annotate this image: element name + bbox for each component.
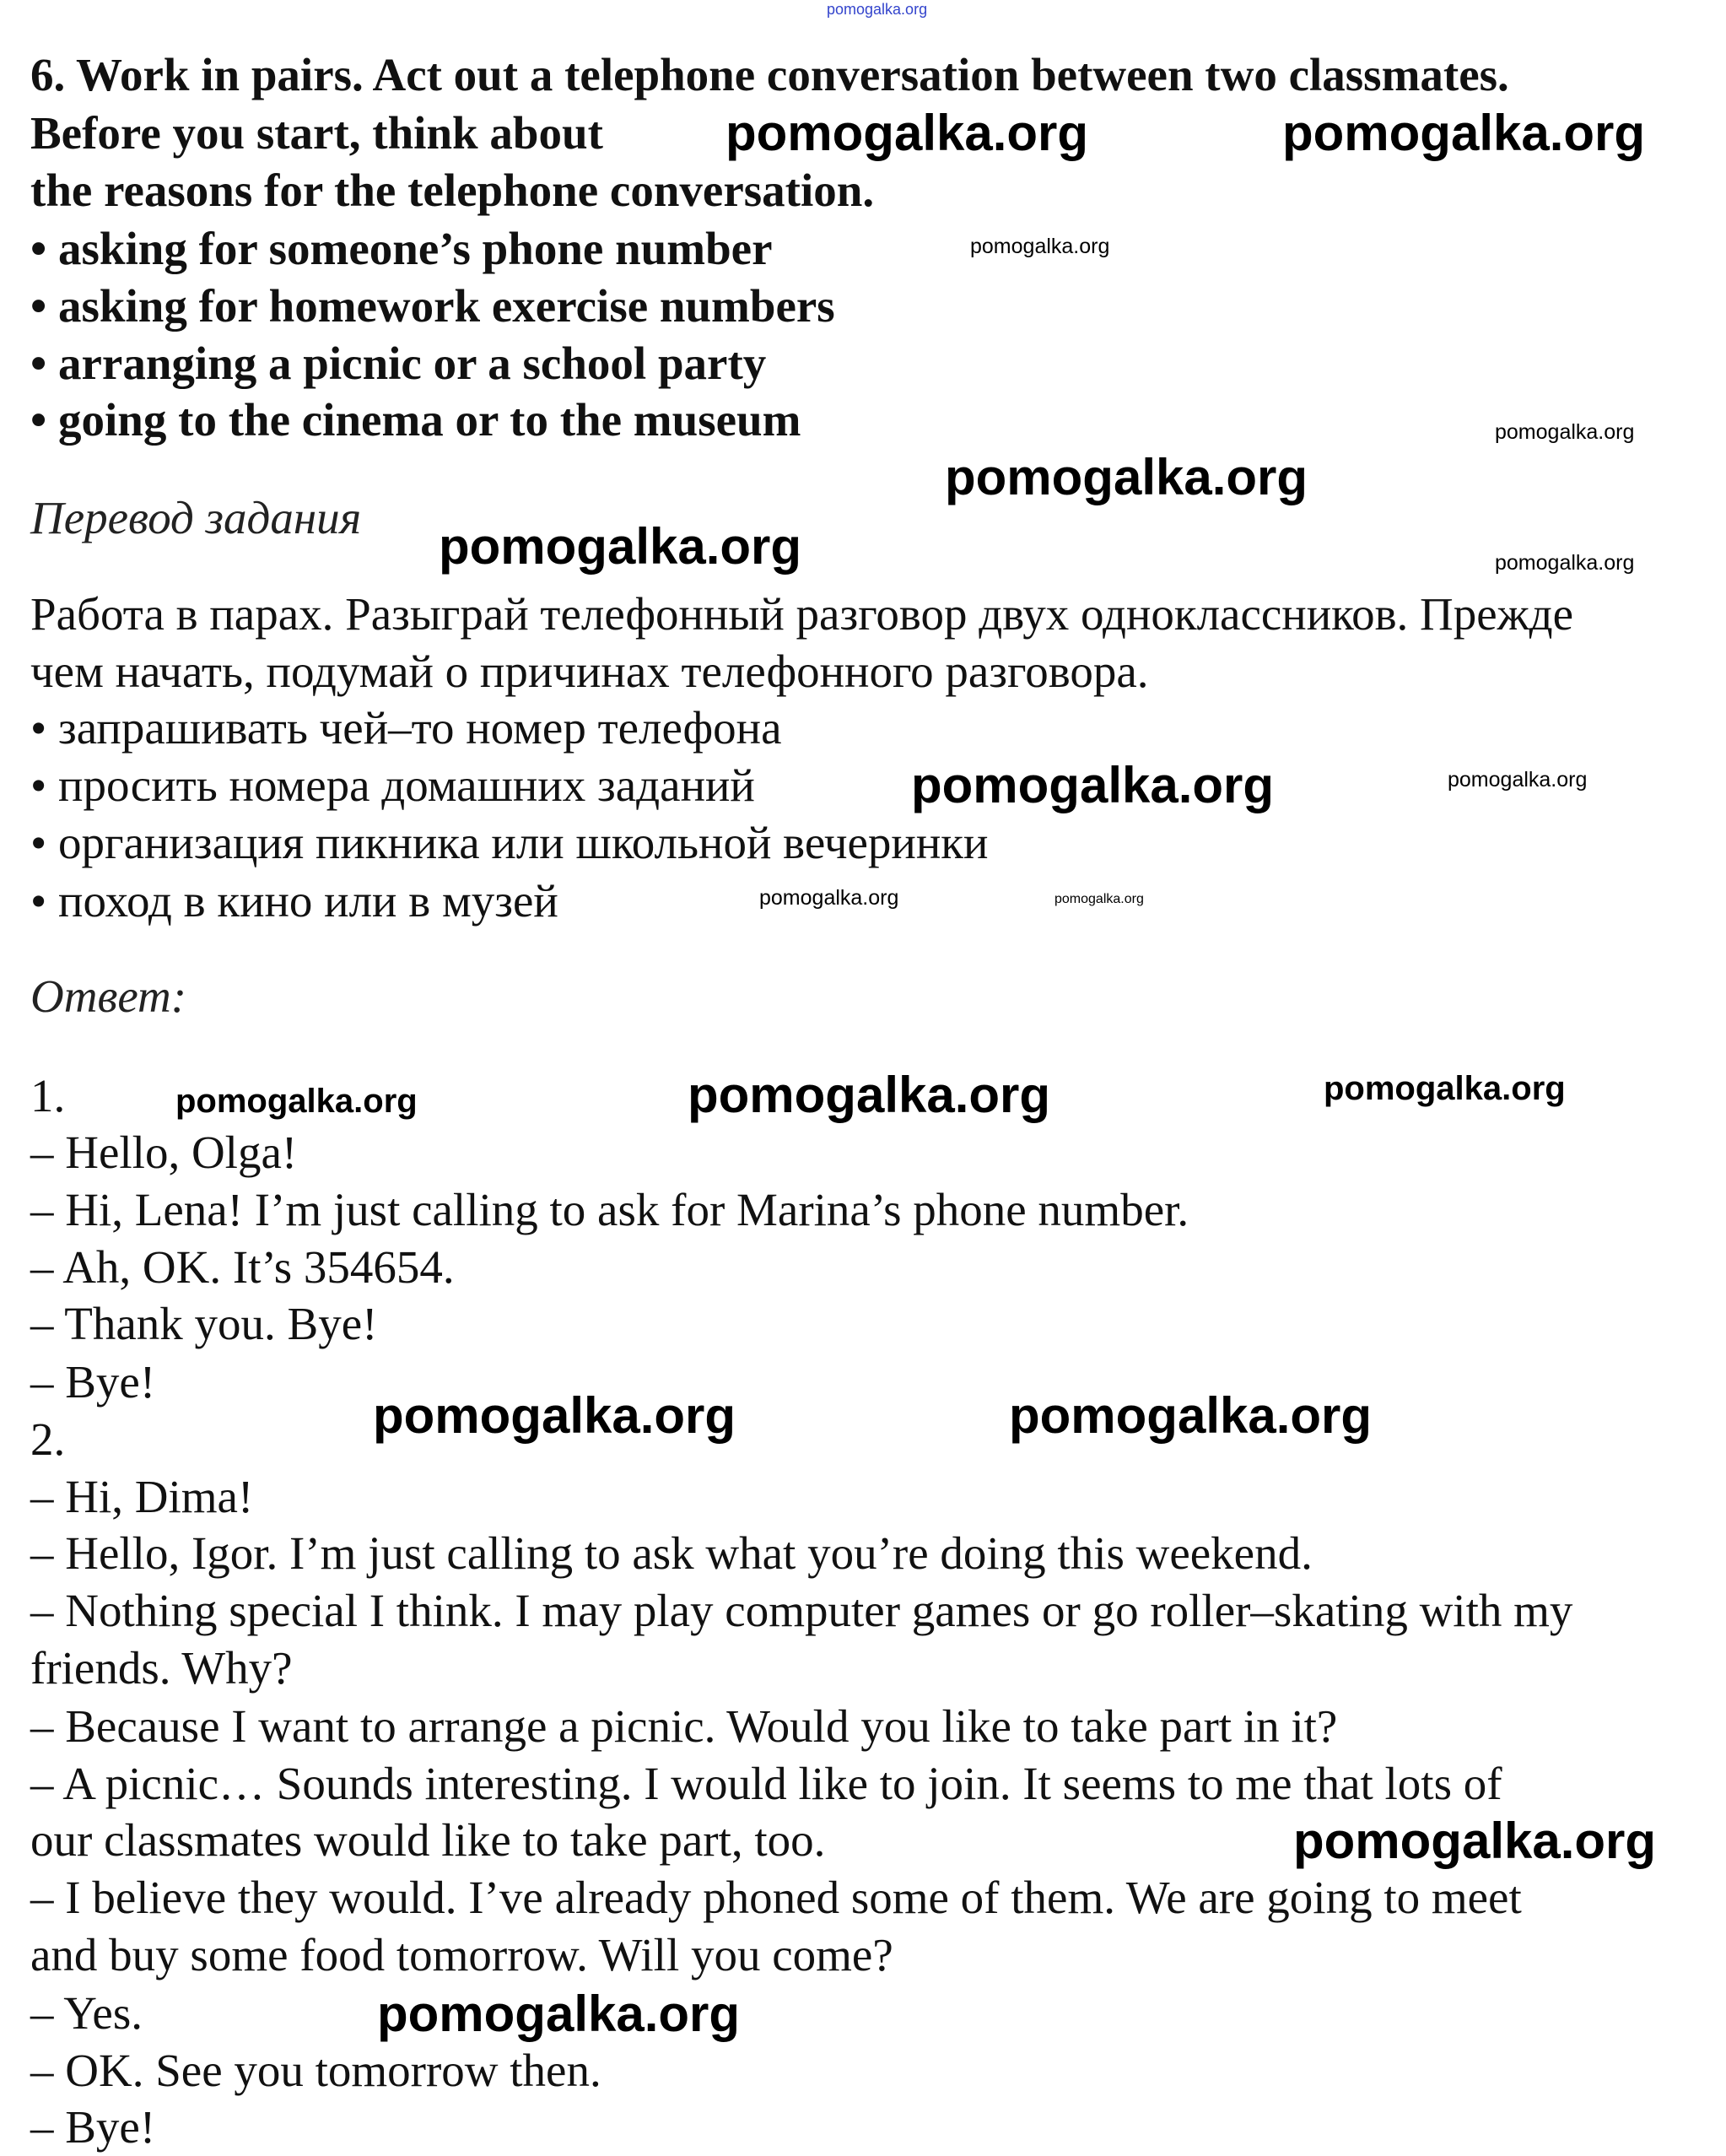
dialogue-line: – Hello, Olga!: [30, 1127, 298, 1178]
task-bullet: • arranging a picnic or a school party: [30, 338, 767, 389]
watermark: pomogalka.org: [1282, 105, 1646, 161]
dialogue-line: – A picnic… Sounds interesting. I would like to join. It seems to me that lots of: [30, 1758, 1502, 1809]
watermark: pomogalka.org: [759, 886, 899, 910]
task-title: 6. Work in pairs. Act out a telephone conversation between two classmates.: [30, 49, 1509, 100]
task-line: the reasons for the telephone conversation.: [30, 165, 875, 216]
translation-heading: Перевод задания: [30, 492, 362, 543]
dialogue-number: 1.: [30, 1070, 66, 1121]
task-bullet: • asking for homework exercise numbers: [30, 280, 835, 332]
watermark: pomogalka.org: [911, 757, 1275, 813]
watermark: pomogalka.org: [1324, 1070, 1566, 1107]
task-line: Before you start, think about: [30, 107, 603, 159]
watermark: pomogalka.org: [688, 1067, 1051, 1123]
watermark: pomogalka.org: [377, 1986, 741, 2042]
dialogue-line: – Bye!: [30, 1356, 156, 1408]
watermark: pomogalka.org: [1293, 1813, 1657, 1869]
watermark: pomogalka.org: [827, 1, 928, 18]
dialogue-line: and buy some food tomorrow. Will you come?: [30, 1929, 893, 1980]
watermark: pomogalka.org: [373, 1387, 736, 1444]
dialogue-line: – Nothing special I think. I may play computer games or go roller–skating with my: [30, 1585, 1573, 1636]
translation-bullet: • поход в кино или в музей: [30, 875, 558, 927]
watermark: pomogalka.org: [970, 235, 1110, 258]
watermark: pomogalka.org: [1054, 892, 1144, 906]
dialogue-line: – Bye!: [30, 2101, 156, 2153]
translation-bullet: • просить номера домашних заданий: [30, 759, 755, 811]
translation-bullet: • запрашивать чей–то номер телефона: [30, 702, 782, 754]
watermark: pomogalka.org: [725, 105, 1089, 161]
dialogue-line: our classmates would like to take part, too.: [30, 1814, 826, 1866]
dialogue-line: – OK. See you tomorrow then.: [30, 2045, 601, 2096]
dialogue-line: – Thank you. Bye!: [30, 1298, 378, 1349]
watermark: pomogalka.org: [439, 518, 802, 575]
translation-bullet: • организация пикника или школьной вечеринки: [30, 817, 989, 868]
watermark: pomogalka.org: [945, 449, 1308, 505]
translation-line: Работа в парах. Разыграй телефонный разговор двух одноклассников. Прежде: [30, 588, 1574, 640]
watermark: pomogalka.org: [1495, 551, 1635, 575]
dialogue-line: – Hello, Igor. I’m just calling to ask what you’re doing this weekend.: [30, 1527, 1313, 1579]
watermark: pomogalka.org: [175, 1083, 418, 1120]
answer-heading: Ответ:: [30, 970, 187, 1022]
dialogue-line: – Because I want to arrange a picnic. Would you like to take part in it?: [30, 1700, 1338, 1752]
dialogue-line: – Hi, Dima!: [30, 1471, 254, 1522]
watermark: pomogalka.org: [1495, 420, 1635, 444]
task-bullet: • asking for someone’s phone number: [30, 223, 773, 274]
translation-line: чем начать, подумай о причинах телефонного разговора.: [30, 646, 1149, 697]
dialogue-line: – Yes.: [30, 1987, 143, 2039]
watermark: pomogalka.org: [1448, 768, 1588, 792]
dialogue-line: – Ah, OK. It’s 354654.: [30, 1241, 455, 1293]
watermark: pomogalka.org: [1009, 1387, 1373, 1444]
dialogue-number: 2.: [30, 1413, 66, 1465]
dialogue-line: friends. Why?: [30, 1642, 293, 1694]
dialogue-line: – I believe they would. I’ve already phoned some of them. We are going to meet: [30, 1872, 1522, 1923]
dialogue-line: – Hi, Lena! I’m just calling to ask for Marina’s phone number.: [30, 1184, 1189, 1235]
task-bullet: • going to the cinema or to the museum: [30, 394, 801, 446]
